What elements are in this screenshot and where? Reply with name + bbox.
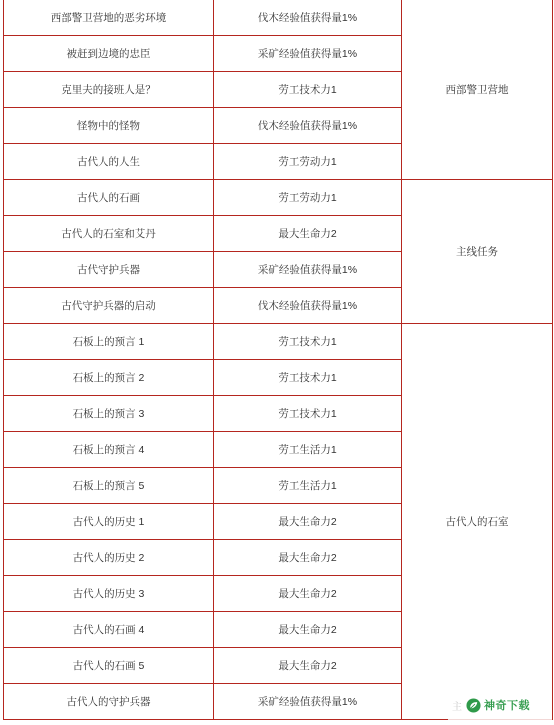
quest-name-cell: 石板上的预言 3	[4, 396, 214, 432]
table-row	[4, 180, 553, 216]
quest-name-cell: 古代人的历史 3	[4, 576, 214, 612]
reward-cell: 最大生命力2	[214, 576, 402, 612]
reward-cell: 最大生命力2	[214, 648, 402, 684]
reward-cell: 劳工生活力1	[214, 468, 402, 504]
quest-reward-table-body	[4, 0, 553, 720]
reward-cell: 劳工技术力1	[214, 324, 402, 360]
quest-name-cell: 古代人的历史 1	[4, 504, 214, 540]
quest-name-cell: 古代人的石画 5	[4, 648, 214, 684]
quest-name-cell: 石板上的预言 5	[4, 468, 214, 504]
reward-cell: 劳工劳动力1	[214, 144, 402, 180]
reward-cell: 劳工生活力1	[214, 432, 402, 468]
reward-cell: 最大生命力2	[214, 540, 402, 576]
reward-cell: 最大生命力2	[214, 504, 402, 540]
reward-cell: 伐木经验值获得量1%	[214, 288, 402, 324]
table-row	[4, 324, 553, 360]
quest-name-cell: 古代人的人生	[4, 144, 214, 180]
reward-cell: 采矿经验值获得量1%	[214, 252, 402, 288]
quest-name-cell: 怪物中的怪物	[4, 108, 214, 144]
quest-name-cell: 古代人的历史 2	[4, 540, 214, 576]
reward-cell: 劳工技术力1	[214, 396, 402, 432]
quest-name-cell: 石板上的预言 2	[4, 360, 214, 396]
quest-group-cell: 西部警卫营地	[402, 0, 553, 180]
quest-group-cell: 古代人的石室	[402, 324, 553, 720]
reward-cell: 最大生命力2	[214, 216, 402, 252]
reward-cell: 伐木经验值获得量1%	[214, 108, 402, 144]
leaf-logo-icon	[466, 698, 481, 713]
watermark-faint-text: 主	[452, 701, 462, 713]
quest-reward-table	[3, 0, 553, 720]
reward-cell: 采矿经验值获得量1%	[214, 684, 402, 720]
reward-cell: 采矿经验值获得量1%	[214, 36, 402, 72]
quest-name-cell: 古代人的守护兵器	[4, 684, 214, 720]
quest-name-cell: 古代守护兵器	[4, 252, 214, 288]
quest-group-cell: 主线任务	[402, 180, 553, 324]
watermark-brand-text: 神奇下载	[484, 700, 530, 712]
reward-cell: 劳工技术力1	[214, 72, 402, 108]
quest-name-cell: 石板上的预言 1	[4, 324, 214, 360]
site-watermark	[448, 690, 552, 720]
reward-cell: 伐木经验值获得量1%	[214, 0, 402, 36]
quest-name-cell: 克里夫的接班人是？	[4, 72, 214, 108]
quest-name-cell: 石板上的预言 4	[4, 432, 214, 468]
quest-name-cell: 古代守护兵器的启动	[4, 288, 214, 324]
quest-name-cell: 西部警卫营地的恶劣环境	[4, 0, 214, 36]
reward-cell: 最大生命力2	[214, 612, 402, 648]
quest-name-cell: 古代人的石画	[4, 180, 214, 216]
reward-cell: 劳工技术力1	[214, 360, 402, 396]
quest-name-cell: 古代人的石画 4	[4, 612, 214, 648]
quest-name-cell: 古代人的石室和艾丹	[4, 216, 214, 252]
reward-cell: 劳工劳动力1	[214, 180, 402, 216]
table-row	[4, 0, 553, 36]
quest-name-cell: 被赶到边境的忠臣	[4, 36, 214, 72]
